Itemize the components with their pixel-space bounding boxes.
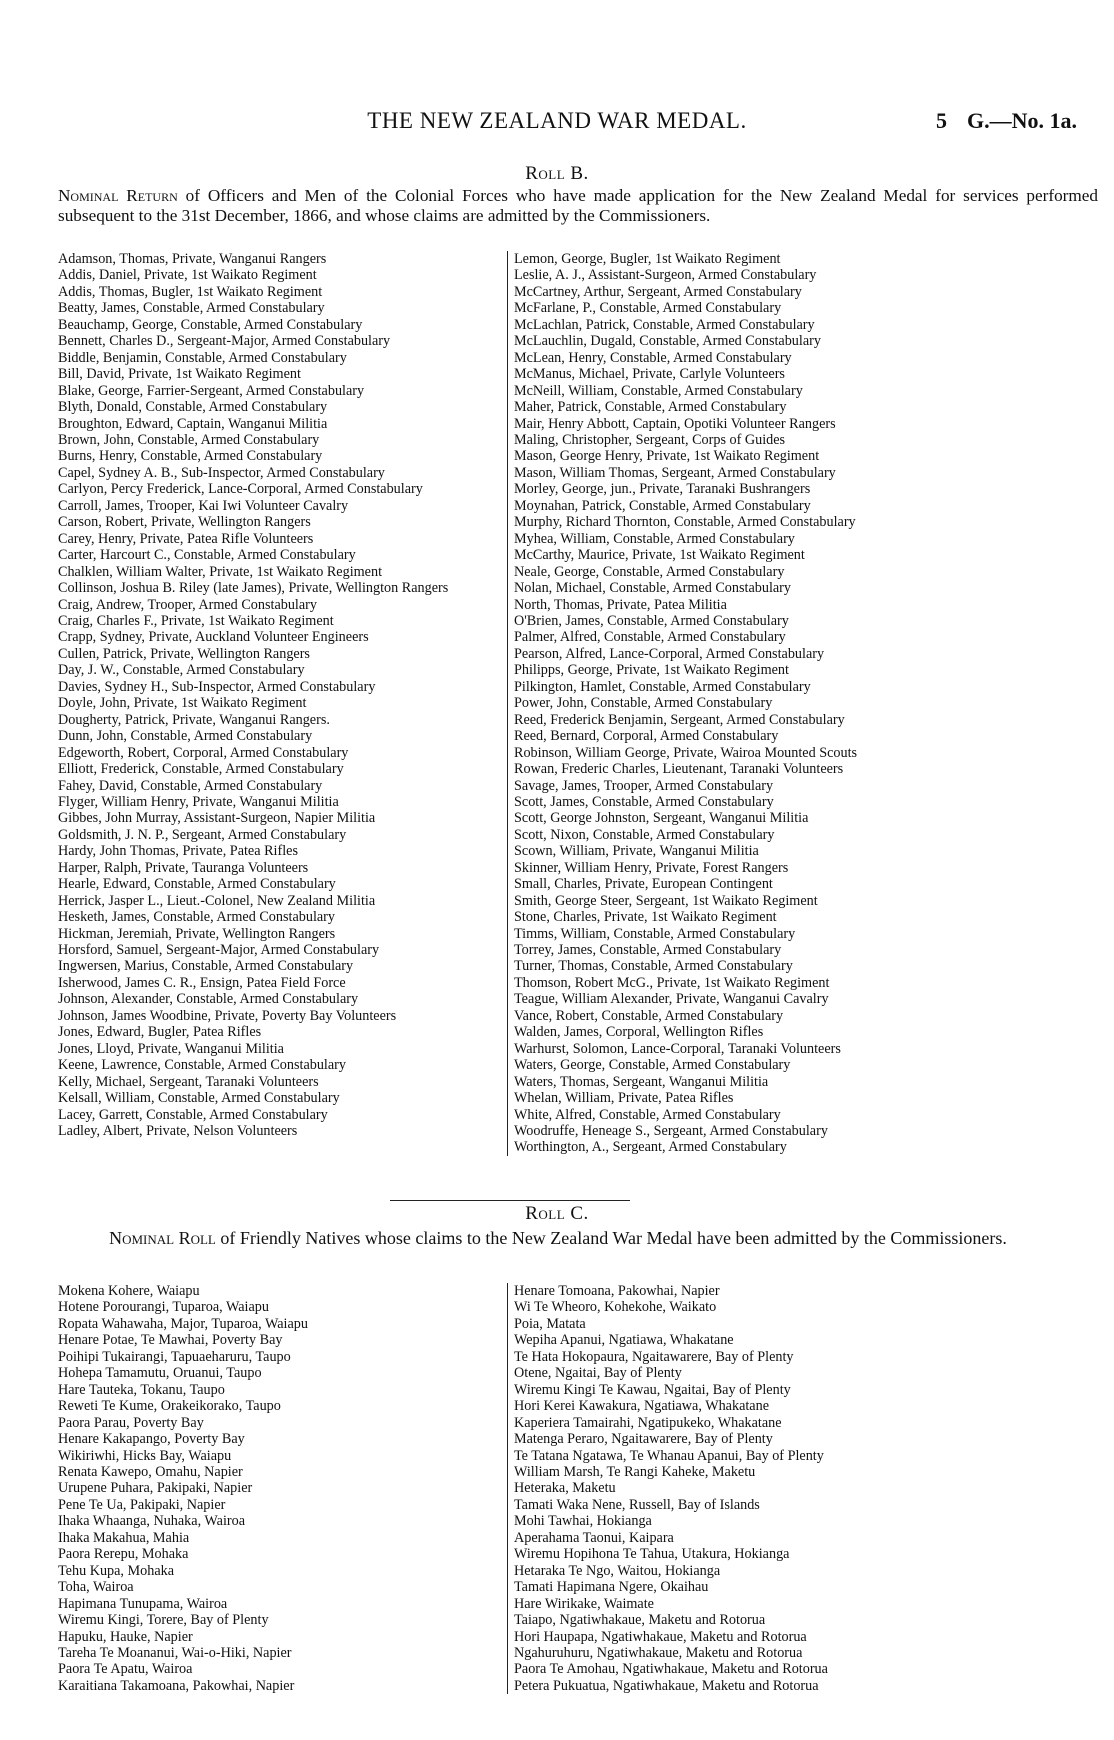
roll-c-entry: Urupene Puhara, Pakipaki, Napier [58,1480,253,1497]
roll-b-entry: Beauchamp, George, Constable, Armed Constabulary [58,316,363,333]
roll-b-entry: Carroll, James, Trooper, Kai Iwi Volunteer Cavalry [58,497,349,514]
roll-b-entry: Maher, Patrick, Constable, Armed Constabulary [514,399,787,416]
paper-reference: G.—No. 1a. [967,108,1077,133]
roll-b-entry: Hearle, Edward, Constable, Armed Constabulary [58,876,336,893]
roll-c-entry: Wiremu Kingi, Torere, Bay of Plenty [58,1612,269,1629]
roll-c-heading: Roll C. [525,1203,589,1224]
roll-b-entry: Hesketh, James, Constable, Armed Constabulary [58,909,336,926]
roll-b-entry: Walden, James, Corporal, Wellington Rifles [514,1024,764,1041]
roll-b-entry: Isherwood, James C. R., Ensign, Patea Field Force [58,974,346,991]
roll-b-entry: Keene, Lawrence, Constable, Armed Constabulary [58,1057,346,1074]
roll-b-entry: Ingwersen, Marius, Constable, Armed Constabulary [58,958,354,975]
roll-b-entry: Scown, William, Private, Wanganui Militia [514,843,759,860]
roll-c-entry: Hotene Porourangi, Tuparoa, Waiapu [58,1299,269,1316]
roll-b-entry: Broughton, Edward, Captain, Wanganui Militia [58,415,328,432]
roll-c-entry: Mokena Kohere, Waiapu [58,1283,200,1299]
roll-c-entry: Pene Te Ua, Pakipaki, Napier [58,1496,226,1513]
roll-c-entry: Renata Kawepo, Omahu, Napier [58,1463,243,1480]
roll-c-entry: Otene, Ngaitai, Bay of Plenty [514,1365,682,1382]
roll-c-entry: Hapuku, Hauke, Napier [58,1628,193,1645]
roll-b-entry: Leslie, A. J., Assistant-Surgeon, Armed Constabulary [514,267,817,284]
roll-c-entry: Ngahuruhuru, Ngatiwhakaue, Maketu and Rotorua [514,1644,803,1661]
roll-b-entry: Warhurst, Solomon, Lance-Corporal, Taranaki Volunteers [514,1040,841,1057]
roll-c-entry: Henare Potae, Te Mawhai, Poverty Bay [58,1332,283,1349]
roll-b-entry: Neale, George, Constable, Armed Constabulary [514,563,785,580]
roll-c-entry: Wiremu Kingi Te Kawau, Ngaitai, Bay of Plenty [514,1381,791,1398]
roll-c-entry: Petera Pukuatua, Ngatiwhakaue, Maketu and Rotorua [514,1677,819,1694]
roll-b-entry: Edgeworth, Robert, Corporal, Armed Constabulary [58,744,349,761]
roll-b-entry: Waters, Thomas, Sergeant, Wanganui Militia [514,1073,769,1090]
roll-b-entry: Day, J. W., Constable, Armed Constabulary [58,662,305,679]
roll-b-entry: Beatty, James, Constable, Armed Constabulary [58,300,325,317]
roll-b-entry: Torrey, James, Constable, Armed Constabulary [514,942,782,959]
roll-b-entry: North, Thomas, Private, Patea Militia [514,596,727,613]
roll-c-entry: Hare Wirikake, Waimate [514,1595,654,1612]
roll-c-entry: Te Hata Hokopaura, Ngaitawarere, Bay of Plenty [514,1348,794,1365]
roll-b-right-column [507,251,1054,1156]
roll-c-entry: Paora Rerepu, Mohaka [58,1546,189,1563]
roll-b-entry: Turner, Thomas, Constable, Armed Constabulary [514,958,793,975]
running-header [0,108,1114,138]
roll-b-entry: Bill, David, Private, 1st Waikato Regiment [58,366,301,383]
roll-b-entry: Cullen, Patrick, Private, Wellington Rangers [58,645,310,662]
roll-c-entry: Kaperiera Tamairahi, Ngatipukeko, Whakatane [514,1414,782,1431]
roll-c-entry: Tehu Kupa, Mohaka [58,1562,175,1579]
roll-c-entry: Paora Te Amohau, Ngatiwhakaue, Maketu and Rotorua [514,1661,828,1678]
roll-c-entry: Matenga Peraro, Ngaitawarere, Bay of Plenty [514,1431,773,1448]
roll-c-entry: Mohi Tawhai, Hokianga [514,1513,652,1530]
roll-c-entry: Hori Haupapa, Ngatiwhakaue, Maketu and Rotorua [514,1628,807,1645]
roll-b-entry: Biddle, Benjamin, Constable, Armed Constabulary [58,349,347,366]
roll-b-entry: Gibbes, John Murray, Assistant-Surgeon, Napier Militia [58,810,376,827]
roll-b-entry: Mason, George Henry, Private, 1st Waikato Regiment [514,448,820,465]
roll-b-entry: Maling, Christopher, Sergeant, Corps of Guides [514,431,786,448]
roll-b-entry: Chalklen, William Walter, Private, 1st Waikato Regiment [58,563,383,580]
roll-b-entry: Waters, George, Constable, Armed Constabulary [514,1057,791,1074]
roll-c-left-column [58,1283,498,1694]
roll-b-entry: Reed, Bernard, Corporal, Armed Constabulary [514,728,779,745]
roll-b-entry: Mair, Henry Abbott, Captain, Opotiki Volunteer Rangers [514,415,836,432]
roll-b-entry: Smith, George Steer, Sergeant, 1st Waikato Regiment [514,892,818,909]
roll-c-entry: Tamati Hapimana Ngere, Okaihau [514,1579,709,1596]
roll-c-entry: Ihaka Makahua, Mahia [58,1529,190,1546]
roll-b-entry: Pearson, Alfred, Lance-Corporal, Armed Constabulary [514,645,825,662]
roll-c-entry: Wiremu Hopihona Te Tahua, Utakura, Hokianga [514,1546,790,1563]
roll-c-entry: Wikiriwhi, Hicks Bay, Waiapu [58,1447,232,1464]
roll-c-intro-text: of Friendly Natives whose claims to the New Zealand War Medal have been admitted by the Commissioners. [220,1228,1007,1248]
roll-b-entry: Brown, John, Constable, Armed Constabulary [58,431,320,448]
roll-c-entry: Paora Te Apatu, Wairoa [58,1661,193,1678]
roll-b-entry: Hardy, John Thomas, Private, Patea Rifles [58,843,298,860]
roll-b-entry: Bennett, Charles D., Sergeant-Major, Armed Constabulary [58,333,391,350]
roll-b-entry: Vance, Robert, Constable, Armed Constabulary [514,1007,784,1024]
roll-b-entry: Scott, James, Constable, Armed Constabulary [514,793,774,810]
roll-b-entry: Thomson, Robert McG., Private, 1st Waikato Regiment [514,974,830,991]
roll-b-entry: McCarthy, Maurice, Private, 1st Waikato Regiment [514,547,805,564]
roll-b-entry: McLachlan, Patrick, Constable, Armed Constabulary [514,316,815,333]
roll-b-entry: Scott, George Johnston, Sergeant, Wanganui Militia [514,810,809,827]
roll-c-entry: Paora Parau, Poverty Bay [58,1414,204,1431]
roll-b-entry: McManus, Michael, Private, Carlyle Volunteers [514,366,785,383]
roll-b-intro-lead: Nominal Return [58,186,178,205]
roll-b-entry: Small, Charles, Private, European Contingent [514,876,773,893]
roll-b-entry: Lacey, Garrett, Constable, Armed Constabulary [58,1106,328,1123]
roll-b-entry: Fahey, David, Constable, Armed Constabulary [58,777,323,794]
roll-b-entry: Pilkington, Hamlet, Constable, Armed Constabulary [514,678,811,695]
roll-b-entry: O'Brien, James, Constable, Armed Constabulary [514,612,789,629]
roll-b-entry: McNeill, William, Constable, Armed Constabulary [514,382,803,399]
roll-b-entry: Philipps, George, Private, 1st Waikato Regiment [514,662,789,679]
roll-b-entry: Scott, Nixon, Constable, Armed Constabulary [514,826,775,843]
roll-b-entry: McFarlane, P., Constable, Armed Constabulary [514,300,782,317]
roll-c-entry: Tamati Waka Nene, Russell, Bay of Islands [514,1496,760,1513]
roll-b-entry: Timms, William, Constable, Armed Constabulary [514,925,796,942]
roll-b-entry: Myhea, William, Constable, Armed Constabulary [514,530,795,547]
roll-c-right-column [507,1283,1054,1694]
roll-b-entry: Flyger, William Henry, Private, Wanganui Militia [58,793,339,810]
roll-b-entry: White, Alfred, Constable, Armed Constabulary [514,1106,781,1123]
roll-c-entry: Karaitiana Takamoana, Pakowhai, Napier [58,1677,295,1694]
roll-b-left-column [58,251,500,1139]
roll-c-entry: Hohepa Tamamutu, Oruanui, Taupo [58,1365,262,1382]
roll-b-entry: Blake, George, Farrier-Sergeant, Armed Constabulary [58,382,365,399]
roll-b-entry: Addis, Daniel, Private, 1st Waikato Regiment [58,267,317,284]
roll-b-entry: Capel, Sydney A. B., Sub-Inspector, Armed Constabulary [58,464,385,481]
roll-c-entry: Ihaka Whaanga, Nuhaka, Wairoa [58,1513,246,1530]
roll-c-intro-lead: Nominal Roll [109,1228,216,1248]
roll-b-entry: Power, John, Constable, Armed Constabulary [514,695,773,712]
roll-b-entry: Savage, James, Trooper, Armed Constabulary [514,777,774,794]
roll-b-entry: Jones, Lloyd, Private, Wanganui Militia [58,1040,284,1057]
roll-c-entry: Poihipi Tukairangi, Tapuaeharuru, Taupo [58,1348,291,1365]
roll-b-entry: Harper, Ralph, Private, Tauranga Volunteers [58,859,309,876]
roll-b-entry: Herrick, Jasper L., Lieut.-Colonel, New Zealand Militia [58,892,376,909]
roll-b-entry: Carson, Robert, Private, Wellington Rangers [58,514,311,531]
section-divider [390,1200,630,1201]
roll-c-entry: Poia, Matata [514,1315,586,1332]
roll-c-entry: Hare Tauteka, Tokanu, Taupo [58,1381,225,1398]
roll-b-entry: Craig, Charles F., Private, 1st Waikato Regiment [58,612,334,629]
roll-b-entry: Mason, William Thomas, Sergeant, Armed Constabulary [514,464,836,481]
roll-c-entry: Wepiha Apanui, Ngatiawa, Whakatane [514,1332,734,1349]
page-number: 5 [936,108,947,133]
roll-b-entry: Dougherty, Patrick, Private, Wanganui Rangers. [58,711,330,728]
roll-c-entry: Ropata Wahawaha, Major, Tuparoa, Waiapu [58,1315,308,1332]
roll-b-entry: McCartney, Arthur, Sergeant, Armed Constabulary [514,283,802,300]
roll-c-entry: Hetaraka Te Ngo, Waitou, Hokianga [514,1562,721,1579]
roll-c-entry: Aperahama Taonui, Kaipara [514,1529,674,1546]
roll-b-entry: Addis, Thomas, Bugler, 1st Waikato Regiment [58,283,323,300]
roll-b-entry: Woodruffe, Heneage S., Sergeant, Armed Constabulary [514,1123,828,1140]
roll-b-entry: Johnson, James Woodbine, Private, Poverty Bay Volunteers [58,1007,397,1024]
roll-b-entry: Carlyon, Percy Frederick, Lance-Corporal, Armed Constabulary [58,481,423,498]
roll-b-entry: Crapp, Sydney, Private, Auckland Volunteer Engineers [58,629,369,646]
roll-b-entry: Kelsall, William, Constable, Armed Constabulary [58,1090,340,1107]
roll-b-intro-text: of Officers and Men of the Colonial Forces who have made application for the New Zealand Medal for services performed subsequent to the 31st December, 1866, and whose claims are admitted by the Commissioners. [58,186,1098,225]
roll-b-entry: Nolan, Michael, Constable, Armed Constabulary [514,580,791,597]
roll-b-entry: Palmer, Alfred, Constable, Armed Constabulary [514,629,786,646]
page-title: THE NEW ZEALAND WAR MEDAL. [367,108,747,133]
roll-b-entry: Adamson, Thomas, Private, Wanganui Rangers [58,251,327,267]
roll-b-entry: McLean, Henry, Constable, Armed Constabulary [514,349,792,366]
roll-b-entry: Goldsmith, J. N. P., Sergeant, Armed Constabulary [58,826,347,843]
roll-b-entry: Collinson, Joshua B. Riley (late James), Private, Wellington Rangers [58,580,449,597]
roll-b-entry: Morley, George, jun., Private, Taranaki Bushrangers [514,481,811,498]
roll-c-entry: Toha, Wairoa [58,1579,134,1596]
roll-b-entry: Worthington, A., Sergeant, Armed Constabulary [514,1139,787,1156]
roll-b-entry: Lemon, George, Bugler, 1st Waikato Regiment [514,251,781,267]
roll-c-entry: Wi Te Wheoro, Kohekohe, Waikato [514,1299,717,1316]
roll-c-entry: Henare Kakapango, Poverty Bay [58,1431,245,1448]
roll-b-entry: Craig, Andrew, Trooper, Armed Constabulary [58,596,317,613]
roll-b-entry: Rowan, Frederic Charles, Lieutenant, Taranaki Volunteers [514,761,844,778]
roll-b-entry: Burns, Henry, Constable, Armed Constabulary [58,448,323,465]
roll-c-entry: Tareha Te Moananui, Wai-o-Hiki, Napier [58,1644,292,1661]
roll-b-entry: Skinner, William Henry, Private, Forest Rangers [514,859,789,876]
roll-b-entry: Kelly, Michael, Sergeant, Taranaki Volunteers [58,1073,319,1090]
roll-b-entry: Carter, Harcourt C., Constable, Armed Constabulary [58,547,356,564]
roll-c-intro [58,1228,1058,1248]
roll-b-entry: Doyle, John, Private, 1st Waikato Regiment [58,695,307,712]
roll-b-intro [58,186,1098,225]
roll-b-entry: Davies, Sydney H., Sub-Inspector, Armed Constabulary [58,678,376,695]
roll-b-entry: Ladley, Albert, Private, Nelson Volunteers [58,1123,298,1140]
roll-b-entry: Horsford, Samuel, Sergeant-Major, Armed Constabulary [58,942,380,959]
roll-b-heading: Roll B. [525,163,589,184]
roll-c-entry: Te Tatana Ngatawa, Te Whanau Apanui, Bay of Plenty [514,1447,824,1464]
roll-b-entry: Robinson, William George, Private, Wairoa Mounted Scouts [514,744,858,761]
roll-b-entry: Teague, William Alexander, Private, Wanganui Cavalry [514,991,829,1008]
roll-c-entry: Taiapo, Ngatiwhakaue, Maketu and Rotorua [514,1612,766,1629]
roll-c-entry: Henare Tomoana, Pakowhai, Napier [514,1283,720,1299]
roll-b-entry: Murphy, Richard Thornton, Constable, Armed Constabulary [514,514,856,531]
roll-c-entry: Reweti Te Kume, Orakeikorako, Taupo [58,1398,281,1415]
roll-c-entry: William Marsh, Te Rangi Kaheke, Maketu [514,1463,756,1480]
roll-b-entry: McLauchlin, Dugald, Constable, Armed Constabulary [514,333,821,350]
roll-c-entry: Heteraka, Maketu [514,1480,616,1497]
roll-b-entry: Moynahan, Patrick, Constable, Armed Constabulary [514,497,811,514]
roll-c-entry: Hapimana Tunupama, Wairoa [58,1595,228,1612]
roll-b-entry: Jones, Edward, Bugler, Patea Rifles [58,1024,262,1041]
roll-c-entry: Hori Kerei Kawakura, Ngatiawa, Whakatane [514,1398,769,1415]
roll-b-entry: Stone, Charles, Private, 1st Waikato Regiment [514,909,777,926]
roll-b-entry: Dunn, John, Constable, Armed Constabulary [58,728,313,745]
roll-b-entry: Reed, Frederick Benjamin, Sergeant, Armed Constabulary [514,711,845,728]
roll-b-entry: Carey, Henry, Private, Patea Rifle Volunteers [58,530,314,547]
roll-b-entry: Elliott, Frederick, Constable, Armed Constabulary [58,761,344,778]
roll-b-entry: Whelan, William, Private, Patea Rifles [514,1090,734,1107]
roll-b-entry: Johnson, Alexander, Constable, Armed Constabulary [58,991,359,1008]
roll-b-entry: Hickman, Jeremiah, Private, Wellington Rangers [58,925,336,942]
roll-b-entry: Blyth, Donald, Constable, Armed Constabulary [58,399,328,416]
